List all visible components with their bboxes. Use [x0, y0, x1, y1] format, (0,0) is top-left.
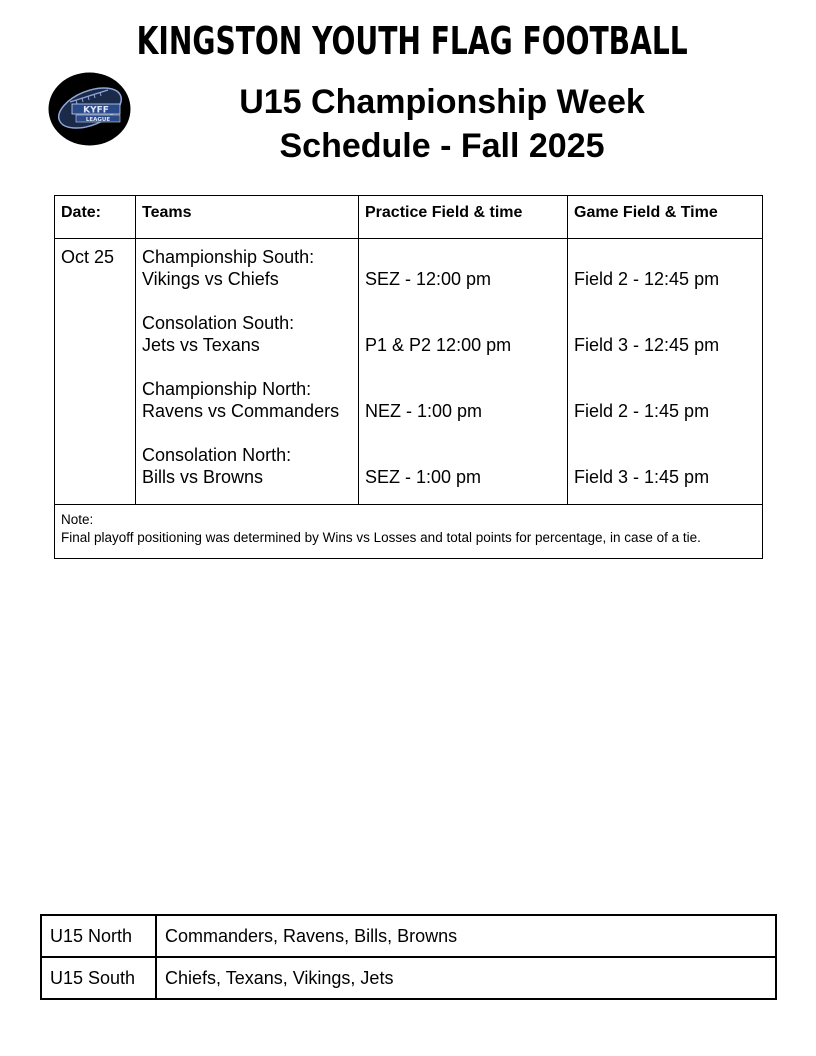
practice-entry [365, 378, 561, 444]
practice-time: SEZ - 1:00 pm [365, 467, 482, 487]
division-name: U15 South [41, 957, 156, 999]
game-entry [142, 378, 352, 444]
svg-text:LEAGUE: LEAGUE [85, 116, 111, 123]
game-time: Field 2 - 1:45 pm [574, 401, 710, 421]
game-entry [142, 444, 352, 488]
practice-entry [365, 444, 561, 488]
spacer [365, 444, 561, 466]
practice-entry [365, 246, 561, 312]
division-row [41, 915, 776, 957]
game-label: Championship North: [142, 379, 312, 399]
game-matchup: Bills vs Browns [142, 467, 264, 487]
schedule-table [54, 195, 763, 559]
date-cell [55, 239, 136, 505]
spacer [365, 378, 561, 400]
spacer [574, 444, 756, 466]
game-time-entry [574, 378, 756, 444]
game-time-cell [568, 239, 763, 505]
division-row [41, 957, 776, 999]
game-matchup: Jets vs Texans [142, 335, 260, 355]
spacer [365, 246, 561, 268]
game-entry [142, 246, 352, 312]
game-date: Oct 25 [61, 247, 115, 267]
page-subtitle: Schedule - Fall 2025 [279, 127, 605, 165]
schedule-row [55, 239, 763, 505]
note-text: Final playoff positioning was determined by Wins vs Losses and total points for percentage, in case of a tie. [61, 530, 701, 545]
game-label: Consolation North: [142, 445, 292, 465]
spacer [574, 312, 756, 334]
game-time-entry [574, 444, 756, 488]
game-time: Field 2 - 12:45 pm [574, 269, 720, 289]
practice-time: SEZ - 12:00 pm [365, 269, 492, 289]
schedule-header-row [55, 196, 763, 239]
league-logo [48, 72, 131, 146]
game-matchup: Vikings vs Chiefs [142, 269, 279, 289]
game-label: Championship South: [142, 247, 315, 267]
note-cell [55, 505, 763, 559]
teams-cell [136, 239, 359, 505]
game-matchup: Ravens vs Commanders [142, 401, 340, 421]
spacer [365, 312, 561, 334]
game-time-entry [574, 246, 756, 312]
division-teams: Chiefs, Texans, Vikings, Jets [156, 957, 776, 999]
practice-entry [365, 312, 561, 378]
note-row [55, 505, 763, 559]
game-time: Field 3 - 12:45 pm [574, 335, 720, 355]
page-title: U15 Championship Week [239, 83, 645, 121]
note-label: Note: [61, 512, 94, 527]
divisions-table [40, 914, 777, 1000]
column-header-practice: Practice Field & time [359, 196, 568, 239]
spacer [574, 246, 756, 268]
game-entry [142, 312, 352, 378]
division-teams: Commanders, Ravens, Bills, Browns [156, 915, 776, 957]
game-label: Consolation South: [142, 313, 295, 333]
column-header-date: Date: [55, 196, 136, 239]
game-time-entry [574, 312, 756, 378]
spacer [574, 378, 756, 400]
practice-time: P1 & P2 12:00 pm [365, 335, 512, 355]
svg-text:KYFF: KYFF [83, 105, 109, 116]
football-logo-icon [48, 72, 131, 146]
practice-time: NEZ - 1:00 pm [365, 401, 483, 421]
column-header-game: Game Field & Time [568, 196, 763, 239]
game-time: Field 3 - 1:45 pm [574, 467, 710, 487]
practice-cell [359, 239, 568, 505]
column-header-teams: Teams [136, 196, 359, 239]
league-title: KINGSTON YOUTH FLAG FOOTBALL [136, 19, 688, 63]
division-name: U15 North [41, 915, 156, 957]
